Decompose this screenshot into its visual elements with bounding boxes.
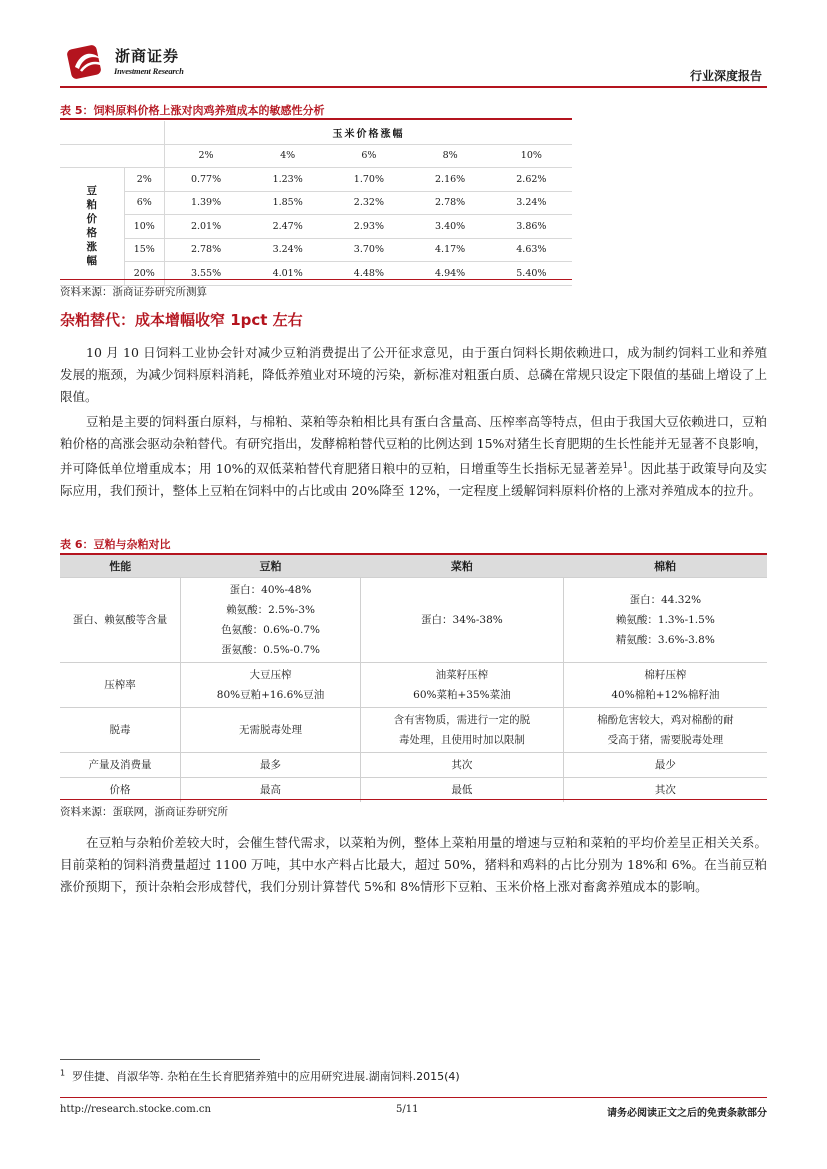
table-cell: 蛋白：34%-38%	[361, 578, 564, 663]
table-row	[60, 191, 572, 215]
table-cell: 其次	[361, 753, 564, 778]
table-cell: 2.78%	[165, 238, 248, 262]
footnote-ref[interactable]: 1	[622, 461, 628, 470]
meal-comparison-table	[60, 555, 767, 802]
soymeal-increment: 15%	[124, 238, 165, 262]
soymeal-increment: 10%	[124, 215, 165, 239]
soymeal-price-header: 豆粕价格涨幅	[60, 168, 124, 286]
table-cell: 2.47%	[247, 215, 328, 239]
table-cell: 最低	[361, 778, 564, 803]
table-cell: 5.40%	[491, 262, 572, 286]
table-cell: 2.78%	[410, 191, 491, 215]
table-row	[60, 262, 572, 286]
table-cell: 4.01%	[247, 262, 328, 286]
company-name-en: Investment Research	[114, 66, 184, 76]
table-cell: 最少	[563, 753, 767, 778]
column-header: 菜粕	[361, 555, 564, 578]
paragraph-1: 10 月 10 日饲料工业协会针对减少豆粕消费提出了公开征求意见，由于蛋白饲料长期依赖进口，成为制约饲料工业和养殖发展的瓶颈，为减少饲料原料消耗，降低养殖业对环境的污染，新标准对粗蛋白质、总磷在常规只设定下限值的基础上增设了上限值。	[60, 345, 767, 404]
row-label: 压榨率	[60, 663, 180, 708]
table-cell: 1.70%	[328, 168, 409, 192]
table-cell: 无需脱毒处理	[180, 708, 360, 753]
table-cell: 蛋白：40%-48% 赖氨酸：2.5%-3% 色氨酸：0.6%-0.7% 蛋氨酸：0.5%-0.7%	[180, 578, 360, 663]
table-cell: 最高	[180, 778, 360, 803]
table-cell: 棉酚危害较大，鸡对棉酚的耐 受高于猪，需要脱毒处理	[563, 708, 767, 753]
table-cell: 棉籽压榨 40%棉粕+12%棉籽油	[563, 663, 767, 708]
table-cell: 3.24%	[247, 238, 328, 262]
table-cell: 4.48%	[328, 262, 409, 286]
column-header: 棉粕	[563, 555, 767, 578]
table-cell: 1.85%	[247, 191, 328, 215]
row-label: 脱毒	[60, 708, 180, 753]
header-divider	[60, 86, 767, 88]
row-label: 产量及消费量	[60, 753, 180, 778]
paragraph-2-text-a: 豆粕是主要的饲料蛋白原料，与棉粕、菜粕等杂粕相比具有蛋白含量高、压榨率高等特点，但由于我国大豆依赖进口，豆粕粕价格的高涨会驱动杂粕替代。有研究指出，发酵棉粕替代豆粕的比例达到 15%对猪生长育肥期的生长性能并无显著不良影响，并可降低单位增重成本；用 10%的双低菜粕替代育肥猪日粮中的豆粕，日增重等生长指标无显著差异	[60, 414, 767, 477]
table-cell: 3.40%	[410, 215, 491, 239]
table-cell: 2.32%	[328, 191, 409, 215]
corn-increment: 4%	[247, 144, 328, 168]
corn-increment: 8%	[410, 144, 491, 168]
footer-url[interactable]: http://research.stocke.com.cn	[60, 1104, 211, 1115]
corn-increment: 2%	[165, 144, 248, 168]
table-cell: 4.63%	[491, 238, 572, 262]
table-row	[60, 578, 767, 663]
table-cell: 最多	[180, 753, 360, 778]
table-cell: 4.94%	[410, 262, 491, 286]
report-type-label: 行业深度报告	[689, 69, 762, 83]
soymeal-increment: 6%	[124, 191, 165, 215]
row-label: 价格	[60, 778, 180, 803]
table-cell: 蛋白：44.32% 赖氨酸：1.3%-1.5% 精氨酸：3.6%-3.8%	[563, 578, 767, 663]
column-header: 豆粕	[180, 555, 360, 578]
table6-title: 表 6：豆粕与杂粕对比	[60, 538, 171, 551]
table6-bottom-border	[60, 799, 767, 800]
table-cell: 大豆压榨 80%豆粕+16.6%豆油	[180, 663, 360, 708]
sensitivity-table	[60, 121, 572, 286]
table-row	[60, 238, 572, 262]
table5-top-border	[60, 118, 572, 120]
company-name-cn: 浙商证券	[115, 47, 180, 65]
section-heading: 杂粕替代：成本增幅收窄 1pct 左右	[60, 311, 303, 329]
footer-divider	[60, 1097, 767, 1098]
table-cell: 其次	[563, 778, 767, 803]
soymeal-increment: 2%	[124, 168, 165, 192]
table-cell: 4.17%	[410, 238, 491, 262]
corn-increment: 10%	[491, 144, 572, 168]
table-row	[60, 708, 767, 753]
table5-bottom-border	[60, 279, 572, 280]
table-cell: 含有害物质，需进行一定的脱 毒处理，且使用时加以限制	[361, 708, 564, 753]
paragraph-3: 在豆粕与杂粕价差较大时，会催生替代需求，以菜粕为例，整体上菜粕用量的增速与豆粕和菜粕的平均价差呈正相关关系。目前菜粕的饲料消费量超过 1100 万吨，其中水产料占比最大，超过 50%，猪料和鸡料的占比分别为 18%和 6%。在当前豆粕涨价预期下，预计杂粕会形成替代，我们分别计算替代 5%和 8%情形下豆粕、玉米价格上涨对畜禽养殖成本的影响。	[60, 835, 767, 894]
footer-disclaimer: 请务必阅读正文之后的免责条款部分	[607, 1108, 767, 1119]
table5-title: 表 5：饲料原料价格上涨对肉鸡养殖成本的敏感性分析	[60, 104, 325, 117]
table-cell: 1.23%	[247, 168, 328, 192]
table-cell: 0.77%	[165, 168, 248, 192]
table-cell: 3.55%	[165, 262, 248, 286]
corn-increment: 6%	[328, 144, 409, 168]
table-row	[60, 753, 767, 778]
company-logo-icon	[67, 41, 109, 81]
table-row	[60, 663, 767, 708]
table5-source: 资料来源：浙商证券研究所测算	[60, 286, 207, 298]
table6-source: 资料来源：蛋联网，浙商证券研究所	[60, 806, 228, 818]
table-cell: 3.24%	[491, 191, 572, 215]
table-row	[60, 168, 572, 192]
paragraph-2-text-b: 。因此基于政策导向及实际应用，我们预计，整体上豆粕在饲料中的占比或由 20%降至 12%，一定程度上缓解饲料原料价格的上涨对养殖成本的拉升。	[60, 461, 767, 499]
corn-price-header: 玉米价格涨幅	[165, 121, 573, 144]
table-cell: 2.16%	[410, 168, 491, 192]
page-number: 5/11	[396, 1104, 419, 1115]
soymeal-increment: 20%	[124, 262, 165, 286]
footnote-divider	[60, 1059, 260, 1060]
table-cell: 1.39%	[165, 191, 248, 215]
table-row	[60, 215, 572, 239]
table-cell: 2.93%	[328, 215, 409, 239]
paragraph-2	[60, 411, 767, 502]
table-cell: 3.70%	[328, 238, 409, 262]
table-cell: 2.62%	[491, 168, 572, 192]
row-label: 蛋白、赖氨酸等含量	[60, 578, 180, 663]
column-header: 性能	[60, 555, 180, 578]
table-cell: 油菜籽压榨 60%菜粕+35%菜油	[361, 663, 564, 708]
footnote: $^1$ 罗佳捷、肖淑华等. 杂粕在生长育肥猪养殖中的应用研究进展.湖南饲料.2015(4)	[60, 1068, 460, 1083]
table-header-row	[60, 555, 767, 578]
table-cell: 3.86%	[491, 215, 572, 239]
table-cell: 2.01%	[165, 215, 248, 239]
